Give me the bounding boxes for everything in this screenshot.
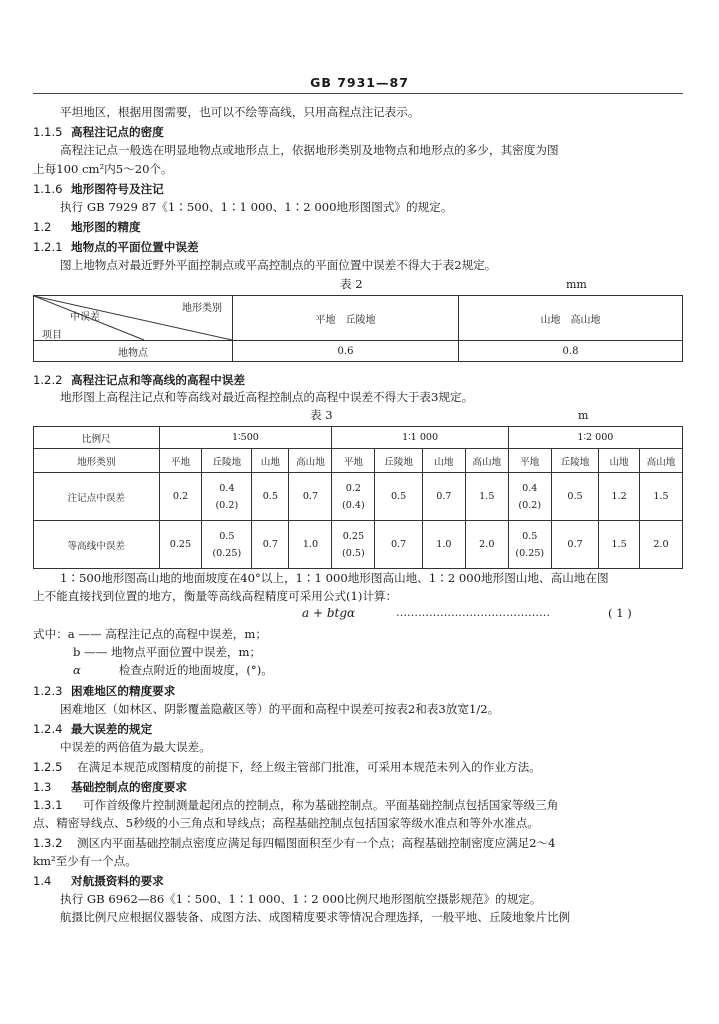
table-2-caption: 表 2 [340, 277, 363, 291]
paragraph-line [33, 835, 556, 851]
cell-value: 0.5 [219, 530, 235, 542]
section-title: 困难地区的精度要求 [71, 684, 176, 698]
terrain-header: 平地 [159, 449, 202, 473]
table-3-cell [159, 473, 202, 521]
table-3-row-label: 注记点中误差 [34, 473, 160, 521]
terrain-header: 山地 [422, 449, 465, 473]
scale-label: 比例尺 [34, 427, 160, 449]
cell-value: 0.7 [436, 491, 452, 502]
section-number: 1.2 [33, 220, 52, 234]
cell-alt-value: (0.25) [212, 547, 242, 559]
table-2-row-label: 地物点 [34, 341, 233, 362]
section-heading-1-4 [33, 873, 164, 889]
paragraph-line: 上不能直接找到位置的地方，衡量等高线高程精度可采用公式(1)计算： [33, 589, 398, 603]
section-heading-1-2-1 [33, 239, 199, 255]
table-3-caption: 表 3 [310, 408, 333, 422]
section-number: 1.1.5 [33, 125, 63, 139]
paragraph-line: 1∶500地形图高山地的地面坡度在40°以上，1∶1 000地形图高山地、1∶2 000地形图山地、高山地在图 [60, 571, 609, 585]
terrain-header: 丘陵地 [375, 449, 422, 473]
cell-value: 1.5 [653, 491, 669, 502]
cell-alt-value: (0.5) [342, 547, 365, 559]
paragraph-line: 点、精密导线点、5秒级的小三角点和导线点；高程基础控制点包括国家等级水准点和等外水准点。 [33, 816, 539, 830]
section-number: 1.3 [33, 780, 52, 794]
section-number: 1.2.4 [33, 722, 63, 736]
formula-legend-line: 式中：a —— 高程注记点的高程中误差，m； [33, 627, 267, 641]
paragraph-text: 测区内平面基础控制点密度应满足每四幅图面积至少有一个点；高程基础控制密度应满足2～4 [77, 836, 556, 850]
cell-value: 0.5 [391, 491, 407, 502]
table-3-cell [375, 521, 422, 569]
terrain-header: 高山地 [639, 449, 682, 473]
cell-value: 0.25 [342, 530, 365, 542]
cell-alt-value: (0.25) [515, 547, 545, 559]
paragraph-text: 可作首级像片控制测量起闭点的控制点，称为基础控制点。平面基础控制点包括国家等级三角 [83, 798, 559, 812]
paragraph-line: 执行 GB 7929 87《1∶500、1∶1 000、1∶2 000地形图图式》的规定。 [60, 200, 453, 214]
cell-value: 1.0 [302, 539, 319, 550]
section-heading-1-1-6 [33, 181, 164, 197]
terrain-header: 高山地 [465, 449, 508, 473]
table-3-cell [332, 521, 375, 569]
cell-value: 0.5 [522, 530, 538, 542]
cell-alt-value: (0.4) [342, 499, 365, 511]
paragraph-line [33, 797, 558, 813]
paragraph-line: km²至少有一个点。 [33, 854, 137, 868]
table-3-cell [252, 473, 289, 521]
formula-legend-text: 检查点附近的地面坡度，(°)。 [118, 663, 273, 677]
table-3-row-label: 等高线中误差 [34, 521, 160, 569]
diag-label-error: 中误差 [70, 312, 100, 323]
cell-value: 0.7 [391, 539, 407, 550]
terrain-header: 山地 [252, 449, 289, 473]
paragraph-line: 航摄比例尺应根据仪器装备、成图方法、成图精度要求等情况合理选择，一般平地、丘陵地象片比例 [60, 910, 571, 924]
formula-expression: a + btgα [302, 606, 356, 620]
cell-value: 0.5 [262, 491, 278, 502]
diag-label-item: 项目 [42, 330, 62, 341]
paragraph-line: 地形图上高程注记点和等高线对最近高程控制点的高程中误差不得大于表3规定。 [60, 390, 474, 404]
paragraph-line: 中误差的两倍值为最大误差。 [60, 740, 211, 754]
table-3-cell [639, 473, 682, 521]
table-2-unit: mm [566, 278, 587, 291]
paragraph-line: 高程注记点一般选在明显地物点或地形点上，依据地形类别及地物点和地形点的多少，其密度为图 [60, 143, 559, 157]
table-3-cell [289, 521, 332, 569]
cell-value: 0.2 [172, 491, 189, 502]
table-3 [33, 426, 683, 569]
section-heading-1-2-4 [33, 721, 152, 737]
cell-value: 0.7 [262, 539, 278, 550]
paragraph-line: 平坦地区，根据用图需要，也可以不绘等高线，只用高程点注记表示。 [60, 105, 420, 119]
section-heading-1-2-2 [33, 372, 245, 388]
table-3-cell [159, 521, 202, 569]
cell-value: 1.0 [436, 539, 452, 550]
section-heading-1-3 [33, 779, 187, 795]
table-3-cell [465, 521, 508, 569]
scale-header: 1∶1 000 [332, 427, 508, 449]
table-2-diagonal-header [34, 296, 233, 341]
cell-value: 0.7 [567, 539, 583, 550]
section-heading-1-2 [33, 219, 141, 235]
cell-value: 2.0 [653, 539, 669, 550]
table-2 [33, 295, 683, 362]
cell-value: 0.4 [219, 482, 235, 494]
formula-legend-line [73, 662, 273, 678]
table-3-cell [332, 473, 375, 521]
paragraph-text: 在满足本规范成图精度的前提下，经上级主管部门批准，可采用本规范未列入的作业方法。 [77, 760, 541, 774]
cell-alt-value: (0.2) [518, 499, 542, 511]
formula-1 [302, 606, 355, 620]
cell-value: 0.2 [345, 482, 362, 494]
table-3-cell [252, 521, 289, 569]
table-3-cell [639, 521, 682, 569]
section-number: 1.3.1 [33, 798, 63, 812]
cell-value: 1.2 [611, 491, 627, 502]
terrain-header: 高山地 [289, 449, 332, 473]
paragraph-line: 执行 GB 6962—86《1∶500、1∶1 000、1∶2 000比例尺地形图航空摄影规范》的规定。 [60, 892, 542, 906]
section-title: 最大误差的规定 [71, 722, 153, 736]
table-3-cell [202, 473, 252, 521]
cell-value: 0.5 [567, 491, 583, 502]
table-2-cell: 0.6 [233, 341, 459, 362]
cell-value: 2.0 [479, 539, 495, 550]
section-number: 1.3.2 [33, 836, 63, 850]
table-3-cell [551, 473, 598, 521]
table-3-unit: m [578, 409, 589, 422]
table-3-cell [599, 473, 640, 521]
section-title: 高程注记点和等高线的高程中误差 [71, 373, 245, 387]
table-3-cell [422, 521, 465, 569]
paragraph-line: 图上地物点对最近野外平面控制点或平高控制点的平面位置中误差不得大于表2规定。 [60, 258, 497, 272]
formula-symbol: α [73, 663, 81, 677]
table-3-cell [508, 521, 551, 569]
section-title: 基础控制点的密度要求 [71, 780, 187, 794]
paragraph-line: 上每100 cm²内5～20个。 [33, 162, 173, 176]
section-heading-1-2-3 [33, 683, 175, 699]
paragraph-line [33, 759, 541, 775]
table-3-cell [465, 473, 508, 521]
section-title: 地形图符号及注记 [71, 182, 164, 196]
section-heading-1-1-5 [33, 124, 164, 140]
table-2-col-header: 平地 丘陵地 [233, 296, 459, 341]
table-3-cell [422, 473, 465, 521]
section-number: 1.2.3 [33, 684, 63, 698]
section-title: 地物点的平面位置中误差 [71, 240, 199, 254]
standard-number-header: GB 7931—87 [310, 75, 409, 90]
formula-number: ( 1 ) [608, 606, 632, 620]
table-3-cell [289, 473, 332, 521]
cell-value: 0.25 [169, 539, 192, 550]
terrain-header: 平地 [332, 449, 375, 473]
terrain-header: 山地 [599, 449, 640, 473]
paragraph-line: 困难地区（如林区、阴影覆盖隐蔽区等）的平面和高程中误差可按表2和表3放宽1/2。 [60, 702, 500, 716]
section-number: 1.2.5 [33, 760, 63, 774]
table-3-cell [599, 521, 640, 569]
cell-value: 1.5 [479, 491, 495, 502]
table-2-cell: 0.8 [459, 341, 683, 362]
table-2-col-header: 山地 高山地 [459, 296, 683, 341]
section-title: 高程注记点的密度 [71, 125, 164, 139]
table-3-cell [551, 521, 598, 569]
cell-value: 0.7 [302, 491, 319, 502]
terrain-label: 地形类别 [34, 449, 160, 473]
cell-value: 0.4 [522, 482, 538, 494]
section-number: 1.1.6 [33, 182, 63, 196]
terrain-header: 丘陵地 [551, 449, 598, 473]
header-rule [33, 93, 683, 94]
section-number: 1.2.2 [33, 373, 63, 387]
diag-label-terrain: 地形类别 [182, 303, 222, 314]
section-number: 1.2.1 [33, 240, 63, 254]
cell-alt-value: (0.2) [215, 499, 239, 511]
formula-legend-line: b —— 地物点平面位置中误差，m； [73, 645, 262, 659]
section-title: 地形图的精度 [71, 220, 141, 234]
table-3-cell [375, 473, 422, 521]
table-3-cell [508, 473, 551, 521]
section-number: 1.4 [33, 874, 52, 888]
scale-header: 1∶500 [159, 427, 332, 449]
section-title: 对航摄资料的要求 [71, 874, 164, 888]
cell-value: 1.5 [611, 539, 627, 550]
table-3-cell [202, 521, 252, 569]
scale-header: 1∶2 000 [508, 427, 682, 449]
terrain-header: 平地 [508, 449, 551, 473]
formula-leader-dots: …………………………………… [396, 606, 550, 619]
terrain-header: 丘陵地 [202, 449, 252, 473]
